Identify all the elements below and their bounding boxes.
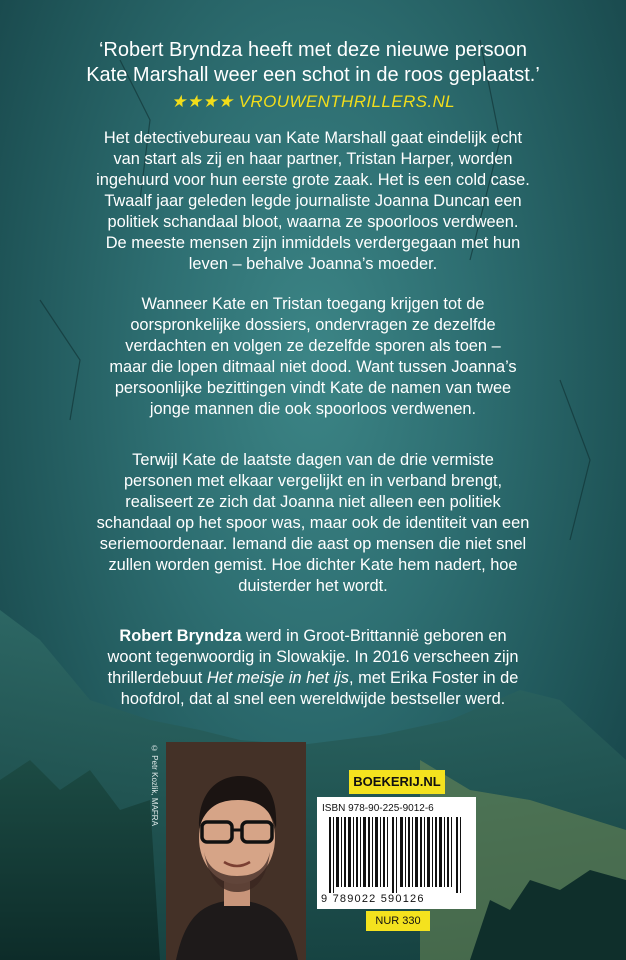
text-fragment: werd in Groot-Brittannië geboren en bbox=[241, 627, 507, 645]
rating-source bbox=[0, 92, 626, 112]
author-portrait-icon bbox=[166, 742, 306, 960]
author-photo bbox=[166, 742, 306, 960]
text-line: oorspronkelijke dossiers, ondervragen ze dezelfde bbox=[130, 316, 496, 334]
blurb-paragraph-1 bbox=[58, 128, 568, 275]
photo-credit: © Petr Kozlik, MAFRA bbox=[150, 744, 159, 826]
text-line: leven – behalve Joanna’s moeder. bbox=[188, 255, 438, 273]
text-line: schandaal op het spoor was, maar ook de identiteit van een bbox=[96, 514, 530, 532]
text-line: van start als zij en haar partner, Tristan Harper, worden bbox=[113, 150, 513, 168]
nur-code: NUR 330 bbox=[366, 911, 430, 931]
quote-line-1: ‘Robert Bryndza heeft met deze nieuwe persoon bbox=[98, 39, 528, 61]
quote-line-2: Kate Marshall weer een schot in de roos geplaatst.’ bbox=[86, 64, 540, 86]
text-line: jonge mannen die ook spoorloos verdwenen. bbox=[149, 400, 477, 418]
text-line: persoonlijke bezittingen vindt Kate de namen van twee bbox=[114, 379, 512, 397]
review-source: VROUWENTHRILLERS.NL bbox=[238, 92, 456, 111]
text-line: Terwijl Kate de laatste dagen van de drie vermiste bbox=[132, 451, 494, 469]
text-line: De meeste mensen zijn inmiddels verdergegaan met hun bbox=[105, 234, 521, 252]
text-line: verdachten en volgen ze dezelfde sporen als toen – bbox=[125, 337, 501, 355]
text-line bbox=[58, 626, 568, 647]
isbn-number: ISBN 978-90-225-9012-6 bbox=[322, 803, 434, 814]
blurb-paragraph-3 bbox=[58, 450, 568, 597]
text-line: zullen worden gemist. Hoe dichter Kate hem nadert, hoe bbox=[108, 556, 518, 574]
star-rating-icon: ★★★★ bbox=[170, 92, 234, 111]
text-line: Wanneer Kate en Tristan toegang krijgen tot de bbox=[141, 295, 485, 313]
text-line: politiek schandaal bloot, waarna ze spoorloos verdween. bbox=[107, 213, 519, 231]
text-line: hoofdrol, dat al snel een wereldwijde bestseller werd. bbox=[120, 690, 506, 708]
text-line: duisterder het wordt. bbox=[238, 577, 388, 595]
author-name: Robert Bryndza bbox=[119, 627, 242, 645]
isbn-barcode bbox=[317, 797, 476, 909]
author-bio bbox=[58, 626, 568, 710]
text-fragment: thrillerdebuut bbox=[107, 669, 207, 687]
text-line: seriemoordenaar. Iemand die aast op mensen die niet snel bbox=[99, 535, 527, 553]
text-line: ingehuurd voor hun eerste grote zaak. Het is een cold case. bbox=[96, 171, 530, 189]
barcode-icon bbox=[329, 817, 465, 893]
publisher-label: BOEKERIJ.NL bbox=[349, 770, 445, 794]
text-line: realiseert ze zich dat Joanna niet alleen een politiek bbox=[125, 493, 501, 511]
text-line: maar die lopen ditmaal niet dood. Want tussen Joanna’s bbox=[109, 358, 517, 376]
review-quote bbox=[0, 38, 626, 88]
barcode-digits: 9 789022 590126 bbox=[321, 893, 425, 905]
text-line: Het detectivebureau van Kate Marshall gaat eindelijk echt bbox=[103, 129, 523, 147]
text-fragment: , met Erika Foster in de bbox=[348, 669, 519, 687]
text-line: Twaalf jaar geleden legde journaliste Joanna Duncan een bbox=[104, 192, 522, 210]
text-line bbox=[58, 668, 568, 689]
debut-title: Het meisje in het ijs bbox=[206, 669, 349, 687]
text-line: personen met elkaar vergelijkt en in verband brengt, bbox=[123, 472, 503, 490]
text-line: woont tegenwoordig in Slowakije. In 2016 verscheen zijn bbox=[107, 648, 519, 666]
blurb-paragraph-2 bbox=[58, 294, 568, 420]
